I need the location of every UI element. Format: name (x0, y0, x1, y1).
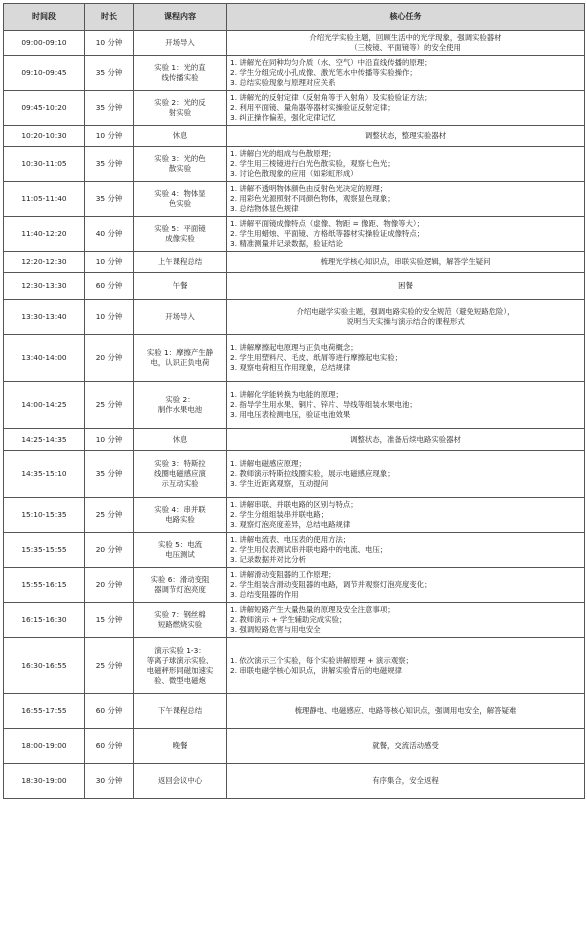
table-row (4, 91, 585, 126)
task-line: 3. 总结物体显色规律 (230, 204, 299, 213)
task-line: 1. 讲解白光的组成与色散原理； (230, 149, 336, 158)
schedule-body (4, 31, 585, 799)
table-row (4, 217, 585, 252)
course-line: 演示实验 1-3： (154, 645, 206, 655)
task-cell (227, 182, 585, 217)
duration-cell: 10 分钟 (85, 126, 134, 147)
course-cell (134, 31, 227, 56)
course-line: 验、微型电磁炮 (154, 675, 206, 685)
time-cell: 15:55-16:15 (4, 568, 85, 603)
course-cell (134, 533, 227, 568)
task-line: 2. 学生用仪表测试串并联电路中的电流、电压； (230, 545, 388, 554)
header-row (4, 4, 585, 31)
course-line: 线圈电磁感应演 (154, 469, 206, 478)
course-line: 电压测试 (165, 550, 195, 559)
task-line: 梳理光学核心知识点，串联实验逻辑，解答学生疑问 (320, 257, 491, 266)
task-line: 1. 讲解电磁感应原理； (230, 459, 306, 468)
course-cell (134, 382, 227, 429)
task-cell (227, 729, 585, 764)
duration-cell: 60 分钟 (85, 273, 134, 300)
course-cell (134, 182, 227, 217)
course-line: 电路实验 (165, 515, 195, 524)
table-row (4, 638, 585, 694)
table-row (4, 498, 585, 533)
course-line: 下午课程总结 (157, 706, 203, 715)
task-line: 2. 指导学生用水果、铜片、锌片、导线等组装水果电池； (230, 400, 417, 409)
time-cell: 15:35-15:55 (4, 533, 85, 568)
table-row (4, 533, 585, 568)
task-line: 2. 学生分组完成小孔成像、激光笔水中传播等实验操作； (230, 68, 417, 77)
task-line: 1. 讲解光在同种均匀介质（水、空气）中沿直线传播的原理； (230, 58, 432, 67)
course-cell (134, 603, 227, 638)
task-cell (227, 603, 585, 638)
time-cell: 14:25-14:35 (4, 429, 85, 451)
duration-cell: 10 分钟 (85, 31, 134, 56)
task-cell (227, 91, 585, 126)
course-line: 休息 (172, 434, 188, 444)
table-row (4, 603, 585, 638)
table-row (4, 429, 585, 451)
course-line: 实验 5：平面镜 (154, 224, 206, 233)
time-cell: 16:15-16:30 (4, 603, 85, 638)
course-line: 实验 1：光的直 (154, 63, 206, 72)
header-task: 核心任务 (227, 4, 585, 31)
course-cell (134, 217, 227, 252)
duration-cell: 60 分钟 (85, 729, 134, 764)
task-line: 1. 依次演示三个实验，每个实验讲解原理 + 演示观察； (230, 655, 413, 665)
task-line: 就餐，交流活动感受 (372, 741, 439, 750)
course-line: 散实验 (168, 164, 192, 173)
course-cell (134, 335, 227, 382)
duration-cell: 35 分钟 (85, 91, 134, 126)
schedule-table (3, 3, 585, 799)
duration-cell: 20 分钟 (85, 568, 134, 603)
duration-cell: 30 分钟 (85, 764, 134, 799)
table-row (4, 764, 585, 799)
course-cell (134, 568, 227, 603)
task-line: 3. 纠正操作偏差，强化定律记忆 (230, 113, 336, 122)
course-line: 等离子球演示实验、 (146, 655, 214, 665)
duration-cell: 35 分钟 (85, 56, 134, 91)
course-line: 开场导入 (165, 38, 195, 47)
course-line: 成像实验 (165, 234, 195, 243)
time-cell: 13:30-13:40 (4, 300, 85, 335)
time-cell: 18:30-19:00 (4, 764, 85, 799)
task-cell (227, 638, 585, 694)
task-line: 3. 观察灯泡亮度差异，总结电路规律 (230, 520, 351, 529)
task-line: 2. 利用平面镜、量角器等器材实操验证反射定律； (230, 103, 395, 112)
course-line: 电，认识正负电荷 (150, 358, 210, 367)
duration-cell: 15 分钟 (85, 603, 134, 638)
course-line: 实验 2： (165, 395, 195, 404)
task-line: 2. 学生用塑料尺、毛皮、纸屑等进行摩擦起电实验； (230, 353, 402, 362)
task-line: 介绍光学实验主题，回顾生活中的光学现象，强调实验器材 (309, 33, 502, 42)
duration-cell: 25 分钟 (85, 382, 134, 429)
task-line: 3. 讨论色散现象的应用（如彩虹形成） (230, 169, 358, 178)
task-line: 3. 总结变阻器的作用 (230, 590, 299, 599)
task-line: 1. 讲解不透明物体颜色由反射色光决定的原理； (230, 184, 388, 193)
time-cell: 09:00-09:10 (4, 31, 85, 56)
course-cell (134, 126, 227, 147)
course-cell (134, 451, 227, 498)
task-line: 调整状态，准备后续电路实验器材 (350, 434, 461, 444)
course-line: 短路燃烧实验 (157, 620, 203, 629)
course-cell (134, 694, 227, 729)
course-cell (134, 429, 227, 451)
course-cell (134, 764, 227, 799)
table-row (4, 273, 585, 300)
task-line: 介绍电磁学实验主题，强调电路实验的安全规范（避免短路危险）， (296, 307, 515, 316)
duration-cell: 10 分钟 (85, 252, 134, 273)
task-line: 1. 讲解平面镜成像特点（虚像、物距 = 像距、物像等大）； (230, 219, 424, 228)
task-line: 1. 讲解光的反射定律（反射角等于入射角）及实验验证方法； (230, 93, 432, 102)
task-line: 2. 教师演示特斯拉线圈实验，展示电磁感应现象； (230, 469, 395, 478)
duration-cell: 25 分钟 (85, 498, 134, 533)
duration-cell: 25 分钟 (85, 638, 134, 694)
task-cell (227, 533, 585, 568)
header-time: 时间段 (4, 4, 85, 31)
duration-cell: 35 分钟 (85, 451, 134, 498)
duration-cell: 20 分钟 (85, 533, 134, 568)
course-line: 开场导入 (165, 312, 195, 321)
table-row (4, 147, 585, 182)
table-row (4, 568, 585, 603)
course-line: 实验 5：电流 (157, 540, 202, 549)
time-cell: 09:10-09:45 (4, 56, 85, 91)
duration-cell: 35 分钟 (85, 182, 134, 217)
time-cell: 16:55-17:55 (4, 694, 85, 729)
task-cell (227, 429, 585, 451)
course-line: 晚餐 (172, 741, 188, 750)
task-line: 1. 讲解摩擦起电原理与正负电荷概念； (230, 343, 358, 352)
duration-cell: 10 分钟 (85, 429, 134, 451)
header-course: 课程内容 (134, 4, 227, 31)
task-cell (227, 694, 585, 729)
time-cell: 14:00-14:25 (4, 382, 85, 429)
table-row (4, 335, 585, 382)
task-line: 困餐 (398, 281, 413, 290)
table-row (4, 382, 585, 429)
course-line: 色实验 (168, 199, 192, 208)
task-cell (227, 451, 585, 498)
table-row (4, 729, 585, 764)
course-line: 实验 7：钢丝棉 (154, 610, 206, 619)
time-cell: 13:40-14:00 (4, 335, 85, 382)
task-cell (227, 568, 585, 603)
task-cell (227, 56, 585, 91)
task-cell (227, 147, 585, 182)
task-cell (227, 126, 585, 147)
time-cell: 12:20-12:30 (4, 252, 85, 273)
course-line: 实验 4：物体显 (154, 189, 206, 198)
task-line: 1. 讲解滑动变阻器的工作原理； (230, 570, 336, 579)
task-line: 3. 用电压表检测电压，验证电池效果 (230, 410, 351, 419)
task-cell (227, 335, 585, 382)
duration-cell: 10 分钟 (85, 300, 134, 335)
course-line: 实验 3：光的色 (154, 154, 206, 163)
table-row (4, 126, 585, 147)
duration-cell: 20 分钟 (85, 335, 134, 382)
course-line: 示互动实验 (161, 479, 199, 488)
time-cell: 11:40-12:20 (4, 217, 85, 252)
course-cell (134, 147, 227, 182)
task-line: 2. 学生组装含滑动变阻器的电路，调节并观察灯泡亮度变化； (230, 580, 432, 589)
table-row (4, 694, 585, 729)
course-line: 实验 4：串并联 (154, 505, 206, 514)
task-cell (227, 498, 585, 533)
task-line: 梳理静电、电磁感应、电路等核心知识点，强调用电安全，解答疑难 (294, 706, 517, 715)
course-cell (134, 252, 227, 273)
course-line: 实验 1：摩擦产生静 (146, 348, 214, 357)
task-line: 3. 强调短路危害与用电安全 (230, 625, 321, 634)
task-cell (227, 300, 585, 335)
header-duration: 时长 (85, 4, 134, 31)
task-cell (227, 252, 585, 273)
task-line: 有序集合，安全返程 (372, 776, 439, 785)
time-cell: 14:35-15:10 (4, 451, 85, 498)
table-row (4, 300, 585, 335)
task-cell (227, 31, 585, 56)
task-line: （三棱镜、平面镜等）的安全使用 (350, 43, 461, 52)
task-cell (227, 273, 585, 300)
course-line: 实验 6：滑动变阻 (150, 575, 210, 584)
course-line: 电磁秤形同磁加速实 (146, 665, 214, 675)
course-cell (134, 300, 227, 335)
task-line: 1. 讲解串联、并联电路的区别与特点； (230, 500, 358, 509)
duration-cell: 60 分钟 (85, 694, 134, 729)
time-cell: 16:30-16:55 (4, 638, 85, 694)
course-line: 射实验 (168, 108, 192, 117)
task-line: 1. 讲解电流表、电压表的使用方法； (230, 535, 351, 544)
duration-cell: 35 分钟 (85, 147, 134, 182)
task-line: 3. 观察电荷相互作用现象，总结规律 (230, 363, 351, 372)
course-line: 器调节灯泡亮度 (154, 585, 206, 594)
course-line: 实验 2：光的反 (154, 98, 206, 107)
task-cell (227, 764, 585, 799)
table-row (4, 252, 585, 273)
course-line: 返回会议中心 (157, 776, 203, 785)
course-cell (134, 91, 227, 126)
table-row (4, 31, 585, 56)
task-line: 3. 学生近距离观察，互动提问 (230, 479, 329, 488)
time-cell: 12:30-13:30 (4, 273, 85, 300)
table-row (4, 182, 585, 217)
time-cell: 10:20-10:30 (4, 126, 85, 147)
task-line: 3. 总结实验现象与原理对应关系 (230, 78, 336, 87)
table-row (4, 451, 585, 498)
course-line: 实验 3：特斯拉 (154, 459, 206, 468)
course-cell (134, 638, 227, 694)
task-line: 3. 记录数据并对比分析 (230, 555, 306, 564)
task-cell (227, 382, 585, 429)
task-line: 2. 学生分组组装串并联电路； (230, 510, 329, 519)
duration-cell: 40 分钟 (85, 217, 134, 252)
course-cell (134, 729, 227, 764)
time-cell: 15:10-15:35 (4, 498, 85, 533)
task-line: 2. 串联电磁学核心知识点，讲解实验背后的电磁规律 (230, 665, 402, 675)
time-cell: 10:30-11:05 (4, 147, 85, 182)
course-line: 午餐 (172, 281, 188, 290)
task-line: 说明当天实操与演示结合的课程形式 (346, 317, 465, 326)
task-line: 2. 学生用三棱镜进行白光色散实验，观察七色光； (230, 159, 395, 168)
task-line: 调整状态，整理实验器材 (364, 131, 447, 140)
course-line: 休息 (172, 131, 188, 140)
task-line: 2. 学生用蜡烛、平面镜、方格纸等器材实操验证成像特点； (230, 229, 425, 238)
course-line: 制作水果电池 (157, 405, 203, 414)
task-line: 3. 精准测量并记录数据，验证结论 (230, 239, 343, 248)
course-cell (134, 56, 227, 91)
course-line: 上午课程总结 (157, 257, 203, 266)
time-cell: 09:45-10:20 (4, 91, 85, 126)
course-line: 线传播实验 (161, 73, 199, 82)
task-line: 2. 教师演示 + 学生辅助完成实验； (230, 615, 347, 624)
task-cell (227, 217, 585, 252)
course-cell (134, 498, 227, 533)
time-cell: 18:00-19:00 (4, 729, 85, 764)
table-row (4, 56, 585, 91)
time-cell: 11:05-11:40 (4, 182, 85, 217)
task-line: 1. 讲解化学能转换为电能的原理； (230, 390, 343, 399)
course-cell (134, 273, 227, 300)
task-line: 2. 用彩色光源照射不同颜色物体，观察显色现象； (230, 194, 395, 203)
task-line: 1. 讲解短路产生大量热量的原理及安全注意事项； (230, 605, 395, 614)
